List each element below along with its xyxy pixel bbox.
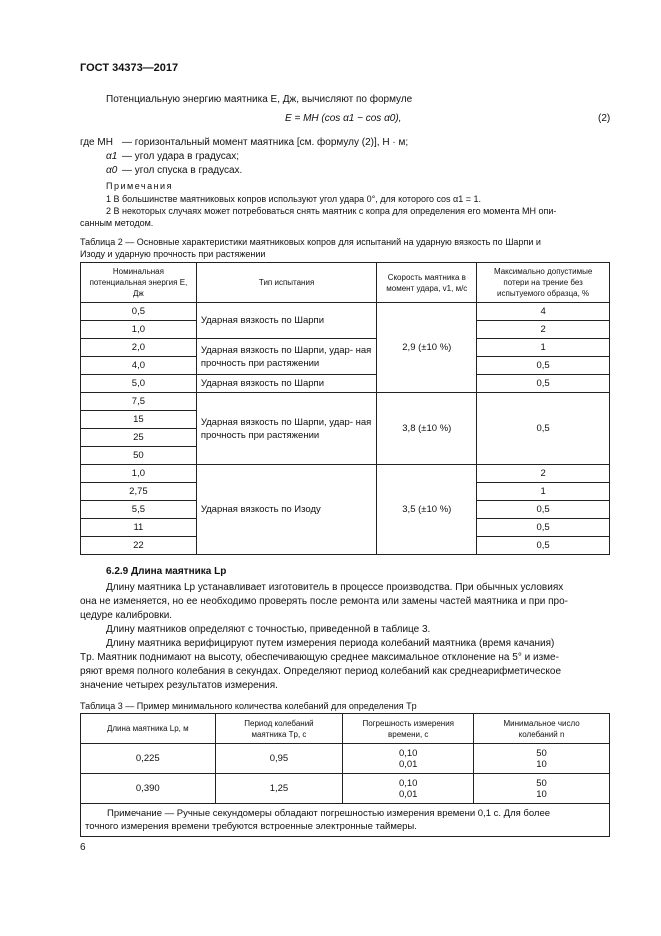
table2-speed: 3,5 (±10 %) [377, 465, 477, 555]
section-line: Длину маятника Lp устанавливает изготовитель в процессе производства. При обычных условиях [106, 582, 564, 593]
table2-energy: 2,0 [81, 339, 197, 357]
table3-error-value: 0,10 [398, 777, 418, 789]
table3-count [474, 744, 610, 774]
table2-header-type: Тип испытания [196, 263, 377, 303]
table2-energy: 11 [81, 519, 197, 537]
page-number: 6 [80, 842, 86, 853]
table2-energy: 50 [81, 447, 197, 465]
table2-loss: 0,5 [477, 537, 610, 555]
section-line: Длину маятников определяют с точностью, приведенной в таблице 3. [106, 624, 431, 635]
table2-type: Ударная вязкость по Изоду [196, 465, 377, 555]
intro-text: Потенциальную энергию маятника E, Дж, вычисляют по формуле [106, 94, 413, 105]
table2-energy: 0,5 [81, 303, 197, 321]
table3-caption: Таблица 3 — Пример минимального количества колебаний для определения Tp [80, 701, 417, 711]
table3-length: 0,390 [81, 774, 216, 804]
table3-count-value: 10 [536, 788, 547, 800]
table2-energy: 1,0 [81, 321, 197, 339]
table3-header-count: Минимальное число колебаний n [474, 714, 610, 744]
table2-loss: 0,5 [477, 375, 610, 393]
table2-loss: 0,5 [477, 393, 610, 465]
table2-loss: 0,5 [477, 519, 610, 537]
formula: E = MH (cos α1 − cos α0), [285, 113, 402, 124]
table2-loss: 0,5 [477, 357, 610, 375]
table2-energy: 1,0 [81, 465, 197, 483]
table2-energy: 25 [81, 429, 197, 447]
table2-type: Ударная вязкость по Шарпи, удар- ная прочность при растяжении [196, 339, 377, 375]
table2-speed: 2,9 (±10 %) [377, 303, 477, 393]
table2-loss: 2 [477, 465, 610, 483]
table3-length: 0,225 [81, 744, 216, 774]
section-line: цедуре калибровки. [80, 610, 173, 621]
where-symbol-a0: α0 [106, 165, 118, 176]
table2-energy: 7,5 [81, 393, 197, 411]
note-1: 1 В большинстве маятниковых копров используют угол удара 0°, для которого cos α1 = 1. [106, 194, 482, 204]
table2-type: Ударная вязкость по Шарпи, удар- ная прочность при растяжении [196, 393, 377, 465]
section-heading: 6.2.9 Длина маятника Lp [106, 566, 227, 577]
table2-energy: 4,0 [81, 357, 197, 375]
table3-note-line2: точного измерения времени требуются встроенные электронные таймеры. [85, 821, 417, 832]
table3-error-value: 0,01 [398, 788, 418, 800]
table2-header-loss: Максимально допустимые потери на трение без испытуемого образца, % [477, 263, 610, 303]
table3-count [474, 774, 610, 804]
table3-count-value: 10 [536, 758, 547, 770]
table3-period: 1,25 [215, 774, 343, 804]
table3-error-value: 0,01 [398, 758, 418, 770]
notes-title: Примечания [106, 181, 173, 191]
table2-caption-line2: Изоду и ударную прочность при растяжении [80, 249, 266, 259]
table2-loss: 1 [477, 339, 610, 357]
table2-loss: 2 [477, 321, 610, 339]
table2-energy: 5,0 [81, 375, 197, 393]
table2-caption-line1: Таблица 2 — Основные характеристики маятниковых копров для испытаний на ударную вязкость по Шарпи и [80, 237, 541, 247]
note-2-cont: санным методом. [80, 218, 154, 228]
table3-error [343, 744, 474, 774]
section-line: ряют время полного колебания в секундах. Определяют период колебаний как среднеарифметическое [80, 666, 562, 677]
section-line: она не изменяется, но ее необходимо проверять после ремонта или замены частей маятника и при про- [80, 596, 569, 607]
table2-header-speed: Скорость маятника в момент удара, v1, м/с [377, 263, 477, 303]
section-line: значение четырех результатов измерения. [80, 680, 278, 691]
table3-header-period: Период колебаний маятника Tp, с [215, 714, 343, 744]
table-3 [80, 713, 610, 837]
table2-energy: 22 [81, 537, 197, 555]
table2-header-energy: Номинальная потенциальная энергия E, Дж [81, 263, 197, 303]
table2-loss: 0,5 [477, 501, 610, 519]
where-text-a0: — угол спуска в градусах. [122, 165, 243, 176]
section-line: Длину маятника верифицируют путем измерения периода колебаний маятника (время качания) [106, 638, 555, 649]
table3-error-value: 0,10 [398, 747, 418, 759]
table2-loss: 4 [477, 303, 610, 321]
note-2: 2 В некоторых случаях может потребоваться снять маятник с копра для определения его момента MH опи- [106, 206, 557, 216]
table2-energy: 15 [81, 411, 197, 429]
table3-note-line1: Примечание — Ручные секундомеры обладают погрешностью измерения времени 0,1 с. Для более [107, 808, 551, 819]
table-2 [80, 262, 610, 555]
formula-number: (2) [598, 113, 611, 124]
table2-speed: 3,8 (±10 %) [377, 393, 477, 465]
table3-count-value: 50 [536, 777, 547, 789]
table2-type: Ударная вязкость по Шарпи [196, 375, 377, 393]
table2-energy: 5,5 [81, 501, 197, 519]
where-symbol-mh: где MH [80, 137, 113, 148]
table3-count-value: 50 [536, 747, 547, 759]
section-line: Tp. Маятник поднимают на высоту, обеспечивающую среднее максимальное отклонение на 5° и изме- [80, 652, 559, 663]
table3-note [81, 804, 610, 837]
where-text-a1: — угол удара в градусах; [122, 151, 240, 162]
table3-header-length: Длина маятника Lp, м [81, 714, 216, 744]
table3-error [343, 774, 474, 804]
where-text-mh: — горизонтальный момент маятника [см. формулу (2)], Н · м; [122, 137, 409, 148]
table2-type: Ударная вязкость по Шарпи [196, 303, 377, 339]
table3-period: 0,95 [215, 744, 343, 774]
table2-loss: 1 [477, 483, 610, 501]
page-header: ГОСТ 34373—2017 [80, 62, 179, 74]
table3-header-error: Погрешность измерения времени, с [343, 714, 474, 744]
table2-energy: 2,75 [81, 483, 197, 501]
where-symbol-a1: α1 [106, 151, 118, 162]
